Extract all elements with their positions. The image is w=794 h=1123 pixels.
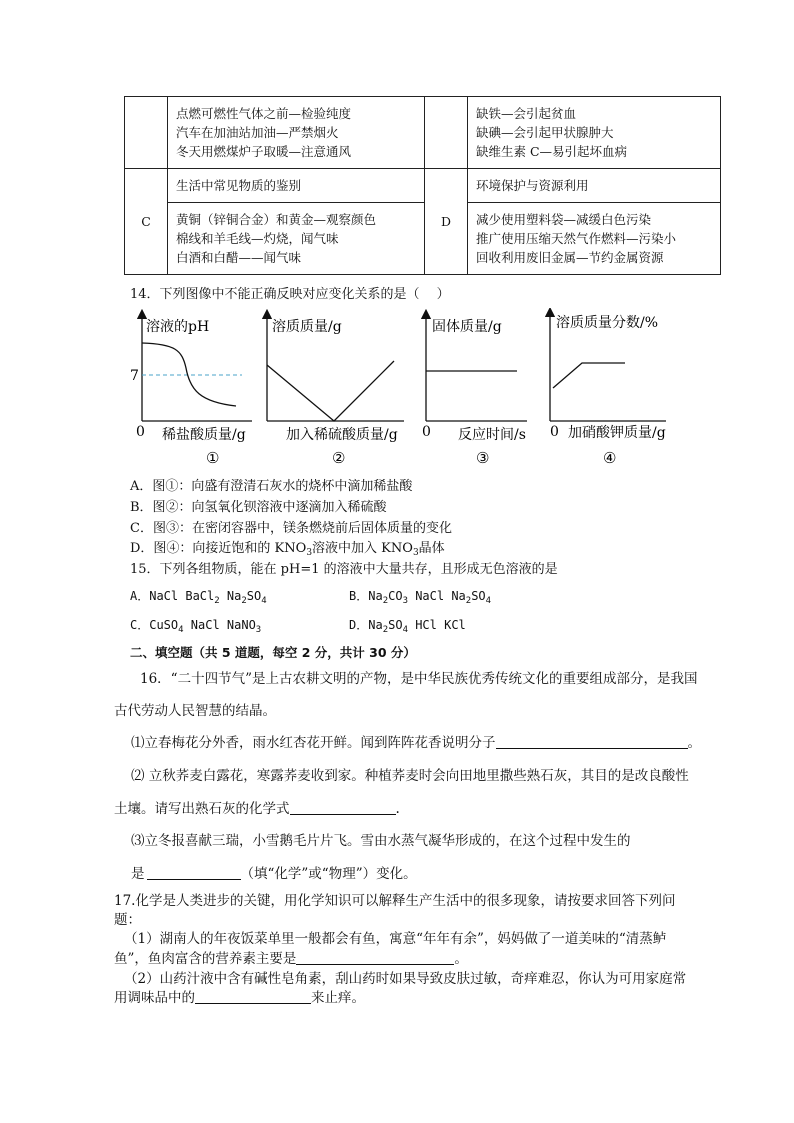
graph-2 — [267, 314, 404, 467]
q15-option-c — [130, 616, 261, 635]
q14-stem: 14．下列图像中不能正确反映对应变化关系的是（ ） — [130, 287, 450, 302]
subscript: 2 — [241, 596, 247, 606]
q14-option-d-pre: D．图④：向接近饱和的 KNO — [130, 541, 307, 556]
q17-part-1a: （1）湖南人的年夜饭菜单里一般都会有鱼，寓意“年年有余”，妈妈做了一道美味的“清蒸鲈 — [124, 931, 667, 947]
cell-line: 白酒和白醋——闻气味 — [176, 250, 302, 265]
cell-line: 黄铜（锌铜合金）和黄金—观察颜色 — [176, 212, 377, 227]
q15-b-text: B．Na — [349, 589, 383, 603]
q15-option-d — [349, 616, 466, 635]
cell-environment — [468, 203, 721, 275]
cell-line: 汽车在加油站加油—严禁烟火 — [176, 125, 339, 140]
q17-part-2b — [114, 986, 365, 1006]
subscript: 4 — [402, 625, 408, 635]
q16-part-2b — [114, 797, 400, 817]
subscript: 2 — [465, 596, 472, 606]
q14-option-d-mid: 溶液中加入 KNO — [312, 541, 413, 556]
q17-part-1-end: 。 — [454, 951, 468, 967]
q16-part-1-text: ⑴立春梅花分外香，雨水红杏花开鲜。闻到阵阵花香说明分子 — [131, 735, 496, 751]
row-label-d: D — [425, 169, 468, 275]
graph-2-line — [267, 361, 394, 421]
q17-part-2-end: 来止痒。 — [311, 990, 365, 1006]
graph-4-line — [553, 363, 625, 388]
cell-title-c: 生活中常见物质的鉴别 — [168, 169, 425, 203]
graph-4-xlabel: 加硝酸钾质量/g — [568, 425, 666, 441]
subscript: 2 — [382, 625, 389, 635]
subscript: 3 — [306, 548, 313, 558]
q15-d-mid: SO — [388, 618, 403, 632]
row-label-empty-left — [125, 97, 168, 169]
q15-b-tail: SO — [471, 589, 486, 603]
q16-part-2b-text: 土壤。请写出熟石灰的化学式 — [114, 801, 290, 817]
graph-4-origin: 0 — [550, 424, 559, 440]
graph-3 — [422, 314, 527, 467]
q14-graphs — [120, 308, 680, 468]
graph-4 — [550, 312, 666, 467]
q15-c-text: C．CuSO — [130, 618, 179, 632]
subscript: 2 — [214, 596, 220, 606]
cell-line: 点燃可燃性气体之前—检验纯度 — [176, 106, 352, 121]
q14-option-a: A．图①：向盛有澄清石灰水的烧杯中滴加稀盐酸 — [130, 479, 413, 494]
cell-line: 推广使用压缩天然气作燃料—污染小 — [476, 231, 677, 246]
q15-option-a — [130, 587, 267, 606]
cell-identification — [168, 203, 425, 275]
q17-part-1b — [114, 947, 468, 967]
q14-option-d-post: 晶体 — [418, 541, 445, 556]
row-label-c: C — [125, 169, 168, 275]
q14-option-c: C．图③：在密闭容器中，镁条燃烧前后固体质量的变化 — [130, 521, 452, 536]
q16-part-1 — [131, 731, 701, 751]
graph-1-xlabel: 稀盐酸质量/g — [162, 427, 246, 443]
cell-health — [468, 97, 721, 169]
graph-1 — [130, 314, 252, 467]
graph-2-xlabel: 加入稀硫酸质量/g — [286, 427, 398, 443]
graph-1-ylabel: 溶液的pH — [146, 319, 210, 335]
q16-part-2-end: . — [395, 801, 400, 817]
q16-line-1: 16．“二十四节气”是上古农耕文明的产物，是中华民族优秀传统文化的重要组成部分，是我国 — [140, 671, 698, 687]
subscript: 4 — [178, 625, 184, 635]
graph-1-number: ① — [206, 449, 220, 467]
q15-d-text: D．Na — [349, 618, 383, 632]
q16-part-3b-post: （填“化学”或“物理”）变化。 — [240, 866, 417, 882]
graph-4-ylabel: 溶质质量分数/% — [556, 315, 659, 331]
q15-b-rest: NaCl Na — [407, 589, 466, 603]
graph-4-number: ④ — [603, 449, 617, 467]
q15-stem: 15．下列各组物质，能在 pH=1 的溶液中大量共存，且形成无色溶液的是 — [130, 562, 558, 577]
q16-part-1-end: 。 — [687, 735, 701, 751]
graph-3-origin: 0 — [422, 424, 431, 440]
cell-line: 缺铁—会引起贫血 — [476, 106, 577, 121]
q14-option-b: B．图②：向氢氧化钡溶液中逐滴加入稀硫酸 — [130, 500, 387, 515]
cell-line: 缺维生素 C—易引起坏血病 — [476, 144, 628, 159]
cell-line: 冬天用燃煤炉子取暖—注意通风 — [176, 144, 352, 159]
subscript: 2 — [382, 596, 389, 606]
q16-part-2a: ⑵ 立秋荞麦白露花，寒露荞麦收到家。种植荞麦时会向田地里撒些熟石灰，其目的是改良酸性 — [131, 768, 689, 784]
q16-part-3b — [131, 862, 417, 882]
subscript: 4 — [485, 596, 492, 606]
q17-blank-2[interactable] — [195, 989, 311, 1004]
q16-blank-2[interactable] — [290, 800, 396, 815]
graph-3-xlabel: 反应时间/s — [458, 427, 526, 443]
subscript: 3 — [412, 548, 419, 558]
q17-part-2b-text: 用调味品中的 — [114, 990, 195, 1006]
q15-c-rest: NaCl NaNO — [183, 618, 256, 632]
q15-d-rest: HCl KCl — [407, 618, 466, 632]
q17-line-2: 题： — [114, 912, 141, 928]
knowledge-table — [124, 96, 721, 275]
q15-a-tail: SO — [246, 589, 262, 603]
q15-option-b — [349, 587, 491, 606]
q16-part-3b-pre: 是 — [131, 866, 145, 882]
q16-part-3a: ⑶立冬报喜献三瑞，小雪鹅毛片片飞。雪由水蒸气凝华形成的，在这个过程中发生的 — [131, 833, 631, 849]
cell-line: 回收利用废旧金属—节约金属资源 — [476, 250, 664, 265]
graph-3-ylabel: 固体质量/g — [432, 319, 502, 335]
cell-title-d: 环境保护与资源利用 — [468, 169, 721, 203]
graph-2-number: ② — [332, 449, 346, 467]
q16-blank-1[interactable] — [496, 734, 688, 749]
q17-part-1b-text: 鱼”，鱼肉富含的营养素主要是 — [114, 951, 297, 967]
q14-option-d — [130, 537, 445, 558]
subscript: 3 — [255, 625, 262, 635]
subscript: 3 — [402, 596, 408, 606]
cell-line: 缺碘—会引起甲状腺肿大 — [476, 125, 614, 140]
q17-line-1: 17.化学是人类进步的关键，用化学知识可以解释生产生活中的很多现象，请按要求回答下列问 — [114, 893, 676, 909]
graph-1-origin: 0 — [136, 424, 145, 440]
cell-line: 棉线和羊毛线—灼烧，闻气味 — [176, 231, 339, 246]
row-label-empty-right — [425, 97, 468, 169]
graph-3-number: ③ — [476, 449, 490, 467]
graph-1-mark-7: 7 — [130, 368, 139, 384]
q15-a-rest: Na — [219, 589, 242, 603]
cell-line: 减少使用塑料袋—减缓白色污染 — [476, 212, 652, 227]
q15-b-mid: CO — [388, 589, 403, 603]
q16-line-2: 古代劳动人民智慧的结晶。 — [114, 703, 276, 719]
cell-safety — [168, 97, 425, 169]
q16-blank-3[interactable] — [147, 865, 241, 880]
q15-a-text: A．NaCl BaCl — [130, 589, 215, 603]
graph-2-ylabel: 溶质质量/g — [272, 319, 342, 335]
q17-part-2a: （2）山药汁液中含有碱性皂角素，刮山药时如果导致皮肤过敏，奇痒难忍，你认为可用家庭常 — [124, 971, 687, 987]
section-heading: 二、填空题（共 5 道题，每空 2 分，共计 30 分） — [130, 645, 416, 660]
subscript: 4 — [261, 596, 267, 606]
q17-blank-1[interactable] — [296, 950, 454, 965]
